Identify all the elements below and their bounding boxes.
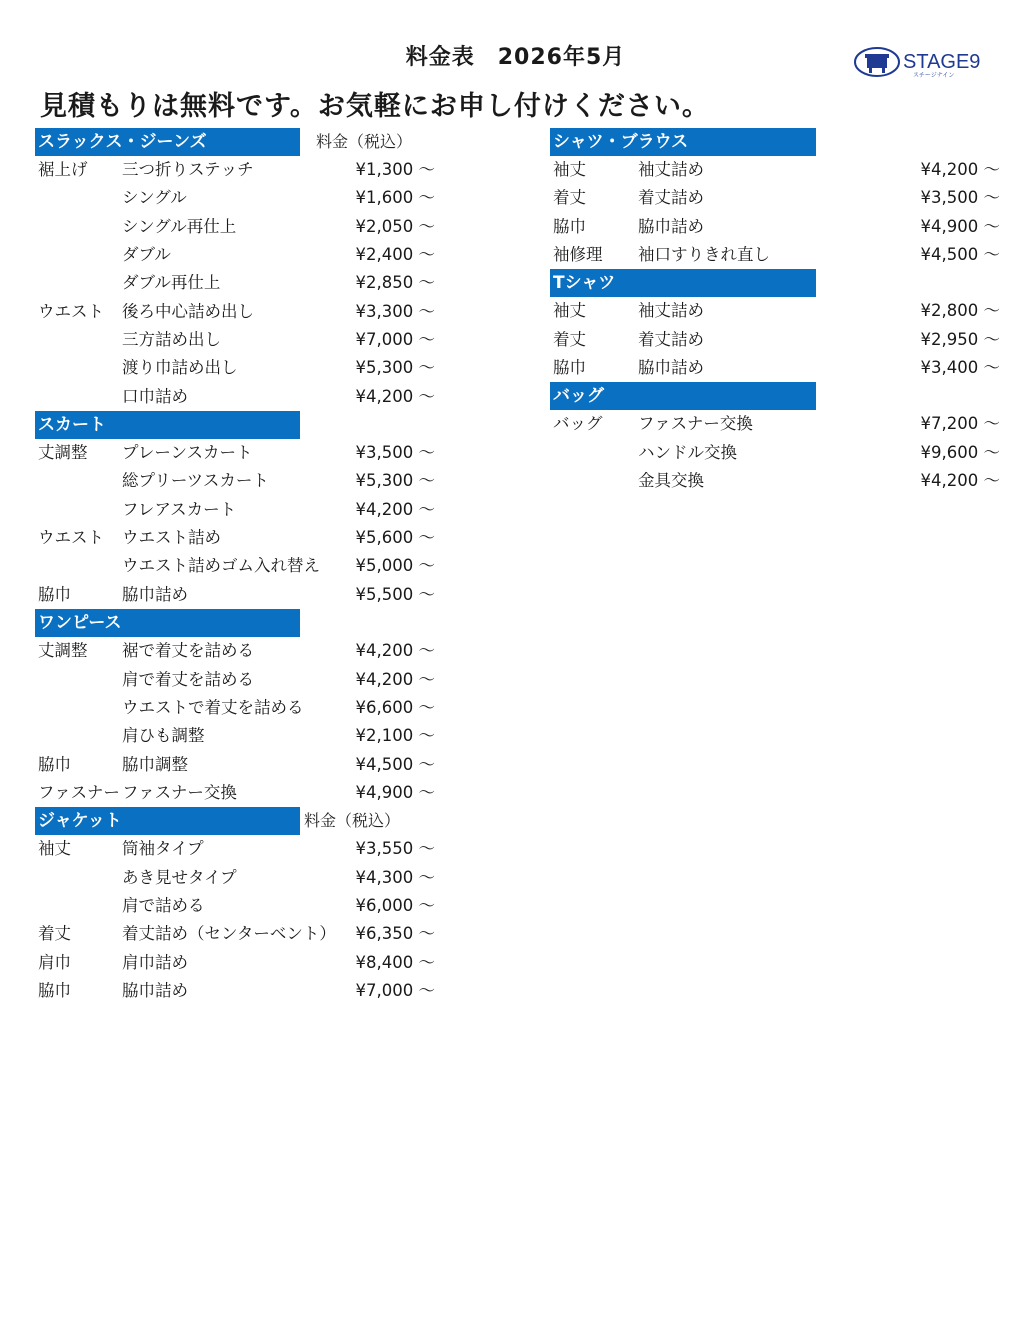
section-title: Tシャツ: [550, 269, 816, 297]
row-item: ファスナー交換: [638, 414, 753, 434]
row-price: ¥5,300 ～: [355, 471, 435, 491]
row-price: ¥2,400 ～: [355, 245, 435, 265]
row-category: 着丈: [38, 924, 71, 944]
price-section: [550, 269, 1000, 382]
price-row: [35, 581, 435, 609]
price-row: [550, 354, 1000, 382]
row-item: ウエストで着丈を詰める: [122, 697, 304, 717]
section-header: [35, 411, 435, 439]
row-category: 丈調整: [38, 641, 88, 661]
row-item: 金具交換: [638, 471, 704, 491]
row-item: ウエスト詰めゴム入れ替え: [122, 556, 320, 576]
price-row: [35, 920, 435, 948]
row-item: 三方詰め出し: [122, 330, 221, 350]
row-item: 脇巾詰め: [638, 216, 704, 236]
price-row: [35, 722, 435, 750]
section-header: [550, 128, 1000, 156]
row-price: ¥3,500 ～: [355, 443, 435, 463]
row-price: ¥4,900 ～: [355, 782, 435, 802]
row-item: 脇巾詰め: [638, 358, 704, 378]
price-row: [550, 156, 1000, 184]
row-price: ¥6,000 ～: [355, 895, 435, 915]
price-row: [35, 977, 435, 1005]
price-row: [35, 467, 435, 495]
price-row: [35, 383, 435, 411]
row-category: 着丈: [553, 329, 586, 349]
price-row: [35, 439, 435, 467]
row-item: ダブル再仕上: [122, 273, 221, 293]
row-item: ウエスト詰め: [122, 528, 221, 548]
price-row: [35, 184, 435, 212]
row-category: バッグ: [553, 414, 603, 434]
row-price: ¥4,500 ～: [920, 245, 1000, 265]
price-row: [35, 552, 435, 580]
row-price: ¥4,500 ～: [355, 754, 435, 774]
row-price: ¥7,200 ～: [920, 414, 1000, 434]
row-price: ¥7,000 ～: [355, 980, 435, 1000]
row-price: ¥4,200 ～: [355, 386, 435, 406]
row-category: 袖丈: [553, 160, 586, 179]
row-price: ¥9,600 ～: [920, 442, 1000, 462]
row-item: 後ろ中心詰め出し: [122, 301, 254, 321]
section-header: [35, 807, 435, 835]
row-item: 総プリーツスカート: [122, 471, 269, 491]
price-row: [550, 184, 1000, 212]
row-item: 脇巾詰め: [122, 584, 188, 604]
row-price: ¥4,200 ～: [920, 471, 1000, 491]
row-price: ¥1,300 ～: [355, 160, 435, 179]
logo-text: STAGE9: [903, 51, 981, 73]
row-item: 着丈詰め（センターベント）: [122, 924, 336, 944]
row-price: ¥2,100 ～: [355, 726, 435, 746]
price-row: [35, 298, 435, 326]
row-price: ¥2,800 ～: [920, 301, 1000, 321]
row-item: 袖口すりきれ直し: [638, 245, 770, 265]
row-price: ¥4,200 ～: [920, 160, 1000, 179]
price-row: [35, 666, 435, 694]
estimate-notice: 見積もりは無料です。お気軽にお申し付けください。: [40, 91, 710, 122]
row-item: 三つ折りステッチ: [122, 160, 254, 179]
price-row: [550, 326, 1000, 354]
price-row: [35, 637, 435, 665]
price-row: [550, 241, 1000, 269]
row-price: ¥6,600 ～: [355, 697, 435, 717]
price-row: [550, 213, 1000, 241]
price-row: [35, 751, 435, 779]
row-category: 脇巾: [38, 754, 71, 774]
price-row: [35, 354, 435, 382]
row-item: ファスナー交換: [122, 782, 237, 802]
row-price: ¥3,400 ～: [920, 358, 1000, 378]
row-price: ¥2,950 ～: [920, 329, 1000, 349]
price-row: [550, 297, 1000, 325]
row-item: ダブル: [122, 245, 171, 265]
row-item: 筒袖タイプ: [122, 839, 204, 859]
price-section: [35, 128, 435, 411]
price-row: [550, 467, 1000, 495]
row-price: ¥5,300 ～: [355, 358, 435, 378]
price-row: [35, 694, 435, 722]
row-category: 袖丈: [553, 301, 586, 321]
row-price: ¥2,850 ～: [355, 273, 435, 293]
row-category: 脇巾: [38, 980, 71, 1000]
logo-graphic: [853, 44, 981, 80]
row-item: ハンドル交換: [638, 442, 737, 462]
row-item: 裾で着丈を詰める: [122, 641, 254, 661]
section-title: ワンピース: [35, 609, 300, 637]
row-item: シングル: [122, 188, 187, 208]
section-title: スカート: [35, 411, 300, 439]
price-row: [35, 892, 435, 920]
row-item: 脇巾詰め: [122, 980, 188, 1000]
price-row: [550, 439, 1000, 467]
price-row: [35, 864, 435, 892]
price-row: [35, 213, 435, 241]
row-item: 口巾詰め: [122, 386, 188, 406]
price-section: [35, 609, 435, 807]
row-price: ¥4,900 ～: [920, 216, 1000, 236]
row-category: 丈調整: [38, 443, 88, 463]
section-title: スラックス・ジーンズ: [35, 128, 300, 156]
row-category: 脇巾: [553, 216, 586, 236]
stage9-logo: [853, 44, 981, 80]
row-item: 脇巾調整: [122, 754, 188, 774]
row-price: ¥5,000 ～: [355, 556, 435, 576]
section-title: シャツ・ブラウス: [550, 128, 816, 156]
row-price: ¥4,200 ～: [355, 641, 435, 661]
row-price: ¥7,000 ～: [355, 330, 435, 350]
row-item: あき見せタイプ: [122, 867, 237, 887]
row-item: シングル再仕上: [122, 216, 237, 236]
price-row: [35, 949, 435, 977]
price-row: [35, 241, 435, 269]
row-price: ¥3,300 ～: [355, 301, 435, 321]
section-header: [550, 269, 1000, 297]
right-price-column: [550, 128, 1000, 495]
price-row: [35, 326, 435, 354]
section-title: バッグ: [550, 382, 816, 410]
row-item: 肩ひも調整: [122, 726, 205, 746]
price-row: [35, 156, 435, 184]
price-row: [35, 835, 435, 863]
row-price: ¥3,500 ～: [920, 188, 1000, 208]
row-category: 肩巾: [38, 952, 71, 972]
row-item: 着丈詰め: [638, 188, 704, 208]
left-price-column: [35, 128, 435, 1005]
row-category: 脇巾: [553, 358, 586, 378]
row-item: 袖丈詰め: [638, 160, 704, 179]
section-header: [35, 128, 435, 156]
row-item: 袖丈詰め: [638, 301, 704, 321]
row-price: ¥5,600 ～: [355, 528, 435, 548]
price-column-header: 料金（税込）: [304, 811, 401, 831]
price-section: [550, 128, 1000, 269]
row-category: ウエスト: [38, 301, 104, 321]
row-price: ¥8,400 ～: [355, 952, 435, 972]
row-price: ¥1,600 ～: [355, 188, 435, 208]
row-item: プレーンスカート: [122, 443, 253, 463]
price-section: [35, 807, 435, 1005]
row-item: 肩で着丈を詰める: [122, 669, 254, 689]
row-category: 袖修理: [553, 245, 603, 265]
row-item: フレアスカート: [122, 499, 237, 519]
price-section: [550, 382, 1000, 495]
row-category: 着丈: [553, 188, 586, 208]
row-price: ¥3,550 ～: [355, 839, 435, 859]
row-price: ¥4,200 ～: [355, 499, 435, 519]
row-category: ファスナー: [38, 782, 120, 802]
row-item: 着丈詰め: [638, 329, 704, 349]
row-price: ¥4,200 ～: [355, 669, 435, 689]
row-category: ウエスト: [38, 528, 104, 548]
price-row: [550, 410, 1000, 438]
row-category: 袖丈: [38, 839, 71, 859]
row-item: 肩で詰める: [122, 895, 205, 915]
row-price: ¥2,050 ～: [355, 216, 435, 236]
section-title: ジャケット: [35, 807, 300, 835]
row-category: 脇巾: [38, 584, 71, 604]
logo-small-text: スチージナイン: [913, 73, 955, 79]
row-category: 裾上げ: [38, 160, 88, 179]
row-item: 肩巾詰め: [122, 952, 188, 972]
section-header: [550, 382, 1000, 410]
row-price: ¥4,300 ～: [355, 867, 435, 887]
section-header: [35, 609, 435, 637]
row-item: 渡り巾詰め出し: [122, 358, 238, 378]
page-title: 料金表 2026年5月: [405, 45, 626, 70]
row-price: ¥6,350 ～: [355, 924, 435, 944]
price-section: [35, 411, 435, 609]
row-price: ¥5,500 ～: [355, 584, 435, 604]
price-row: [35, 269, 435, 297]
price-row: [35, 496, 435, 524]
price-row: [35, 779, 435, 807]
price-column-header: 料金（税込）: [316, 132, 413, 151]
price-row: [35, 524, 435, 552]
